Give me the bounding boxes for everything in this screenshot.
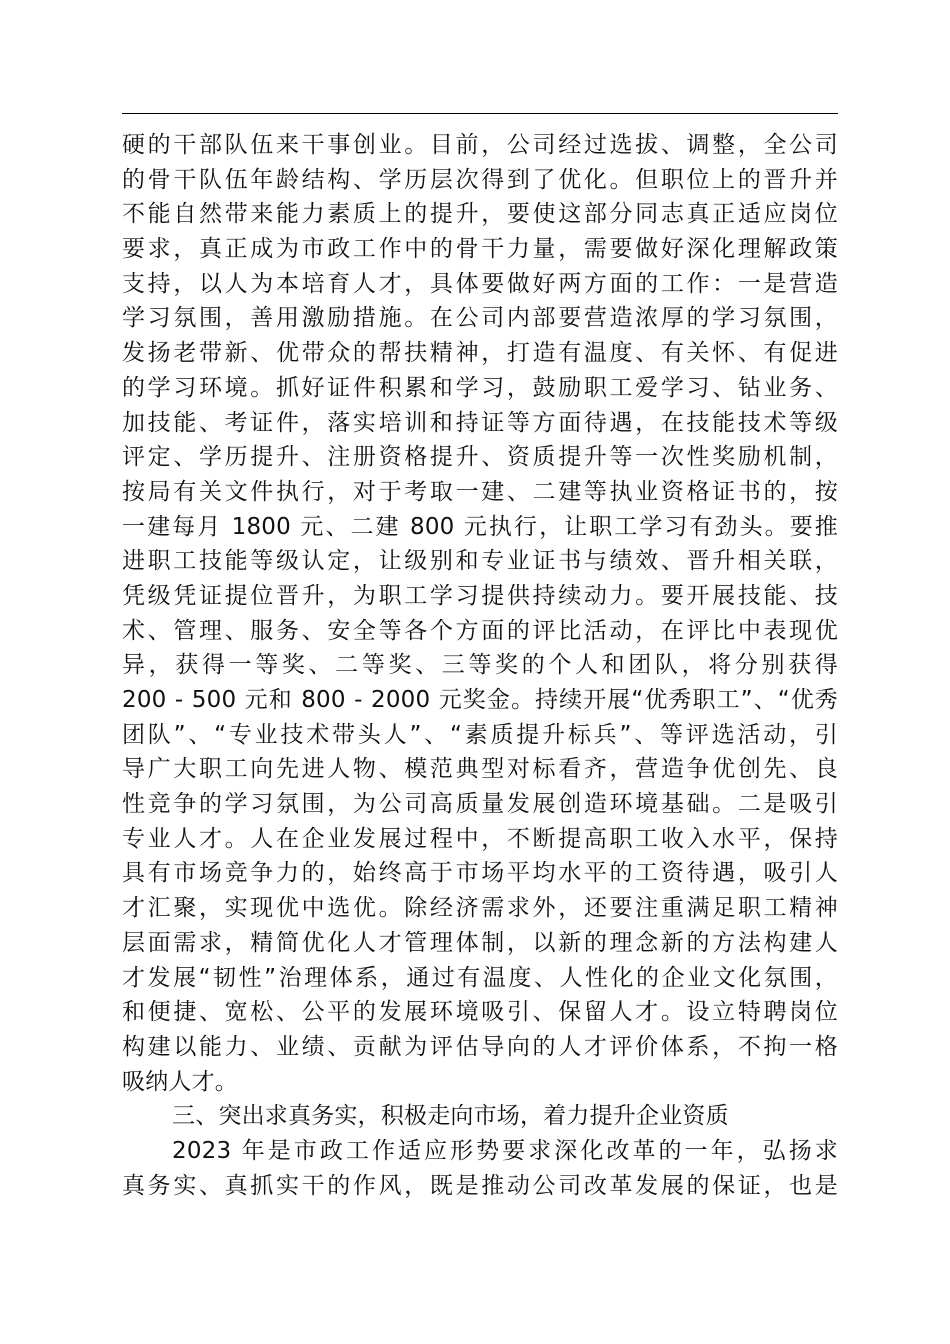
- text-line: 硬的干部队伍来干事创业。目前，公司经过选拔、调整，全公司: [122, 132, 838, 158]
- text-line: 构建以能力、业绩、贡献为评估导向的人才评价体系，不拘一格: [122, 1033, 838, 1060]
- text-line: 真务实、真抓实干的作风，既是推动公司改革发展的保证，也是: [122, 1172, 838, 1199]
- text-line: 发扬老带新、优带众的帮扶精神，打造有温度、有关怀、有促进: [122, 340, 838, 367]
- text-line: 才发展“韧性”治理体系，通过有温度、人性化的企业文化氛围，: [122, 964, 838, 991]
- header-rule: [122, 113, 838, 114]
- paragraph-2: [122, 1134, 838, 1203]
- text-line: 2023 年是市政工作适应形势要求深化改革的一年，弘扬求: [172, 1137, 838, 1164]
- text-line: 按局有关文件执行，对于考取一建、二建等执业资格证书的，按: [122, 478, 838, 505]
- text-line: 具有市场竞争力的，始终高于市场平均水平的工资待遇，吸引人: [122, 860, 838, 887]
- text-line: 要求，真正成为市政工作中的骨干力量，需要做好深化理解政策: [122, 236, 838, 263]
- text-line: 进职工技能等级认定，让级别和专业证书与绩效、晋升相关联，: [122, 548, 838, 575]
- text-line: 学习氛围，善用激励措施。在公司内部要营造浓厚的学习氛围，: [122, 305, 838, 332]
- text-line: 不能自然带来能力素质上的提升，要使这部分同志真正适应岗位: [122, 201, 838, 228]
- text-line: 凭级凭证提位晋升，为职工学习提供持续动力。要开展技能、技: [122, 582, 838, 609]
- text-line: 才汇聚，实现优中选优。除经济需求外，还要注重满足职工精神: [122, 895, 838, 922]
- text-line: 性竞争的学习氛围，为公司高质量发展创造环境基础。二是吸引: [122, 791, 838, 818]
- text-line: 和便捷、宽松、公平的发展环境吸引、保留人才。设立特聘岗位: [122, 999, 838, 1026]
- text-line: 异，获得一等奖、二等奖、三等奖的个人和团队，将分别获得: [122, 652, 838, 679]
- paragraph-1: [122, 128, 838, 1099]
- text-line: 层面需求，精简优化人才管理体制，以新的理念新的方法构建人: [122, 929, 838, 956]
- text-line: 导广大职工向先进人物、模范典型对标看齐，营造争优创先、良: [122, 756, 838, 783]
- text-line: 专业人才。人在企业发展过程中，不断提高职工收入水平，保持: [122, 825, 838, 852]
- section-heading: 三、突出求真务实，积极走向市场，着力提升企业资质: [172, 1103, 729, 1130]
- text-line: 术、管理、服务、安全等各个方面的评比活动，在评比中表现优: [122, 617, 838, 644]
- text-line: 评定、学历提升、注册资格提升、资质提升等一次性奖励机制，: [122, 444, 838, 471]
- body-text: [122, 128, 838, 1203]
- text-line: 吸纳人才。: [122, 1068, 238, 1095]
- text-line: 的骨干队伍年龄结构、学历层次得到了优化。但职位上的晋升并: [122, 166, 838, 193]
- text-line: 团队”、“专业技术带头人”、“素质提升标兵”、等评选活动，引: [122, 721, 838, 748]
- text-line: 的学习环境。抓好证件积累和学习，鼓励职工爱学习、钻业务、: [122, 374, 838, 401]
- text-line: 支持，以人为本培育人才，具体要做好两方面的工作：一是营造: [122, 270, 838, 297]
- text-line: 200 - 500 元和 800 - 2000 元奖金。持续开展“优秀职工”、“优秀: [122, 687, 838, 713]
- text-line: 一建每月 1800 元、二建 800 元执行，让职工学习有劲头。要推: [122, 513, 838, 540]
- text-line: 加技能、考证件，落实培训和持证等方面待遇，在技能技术等级: [122, 409, 838, 436]
